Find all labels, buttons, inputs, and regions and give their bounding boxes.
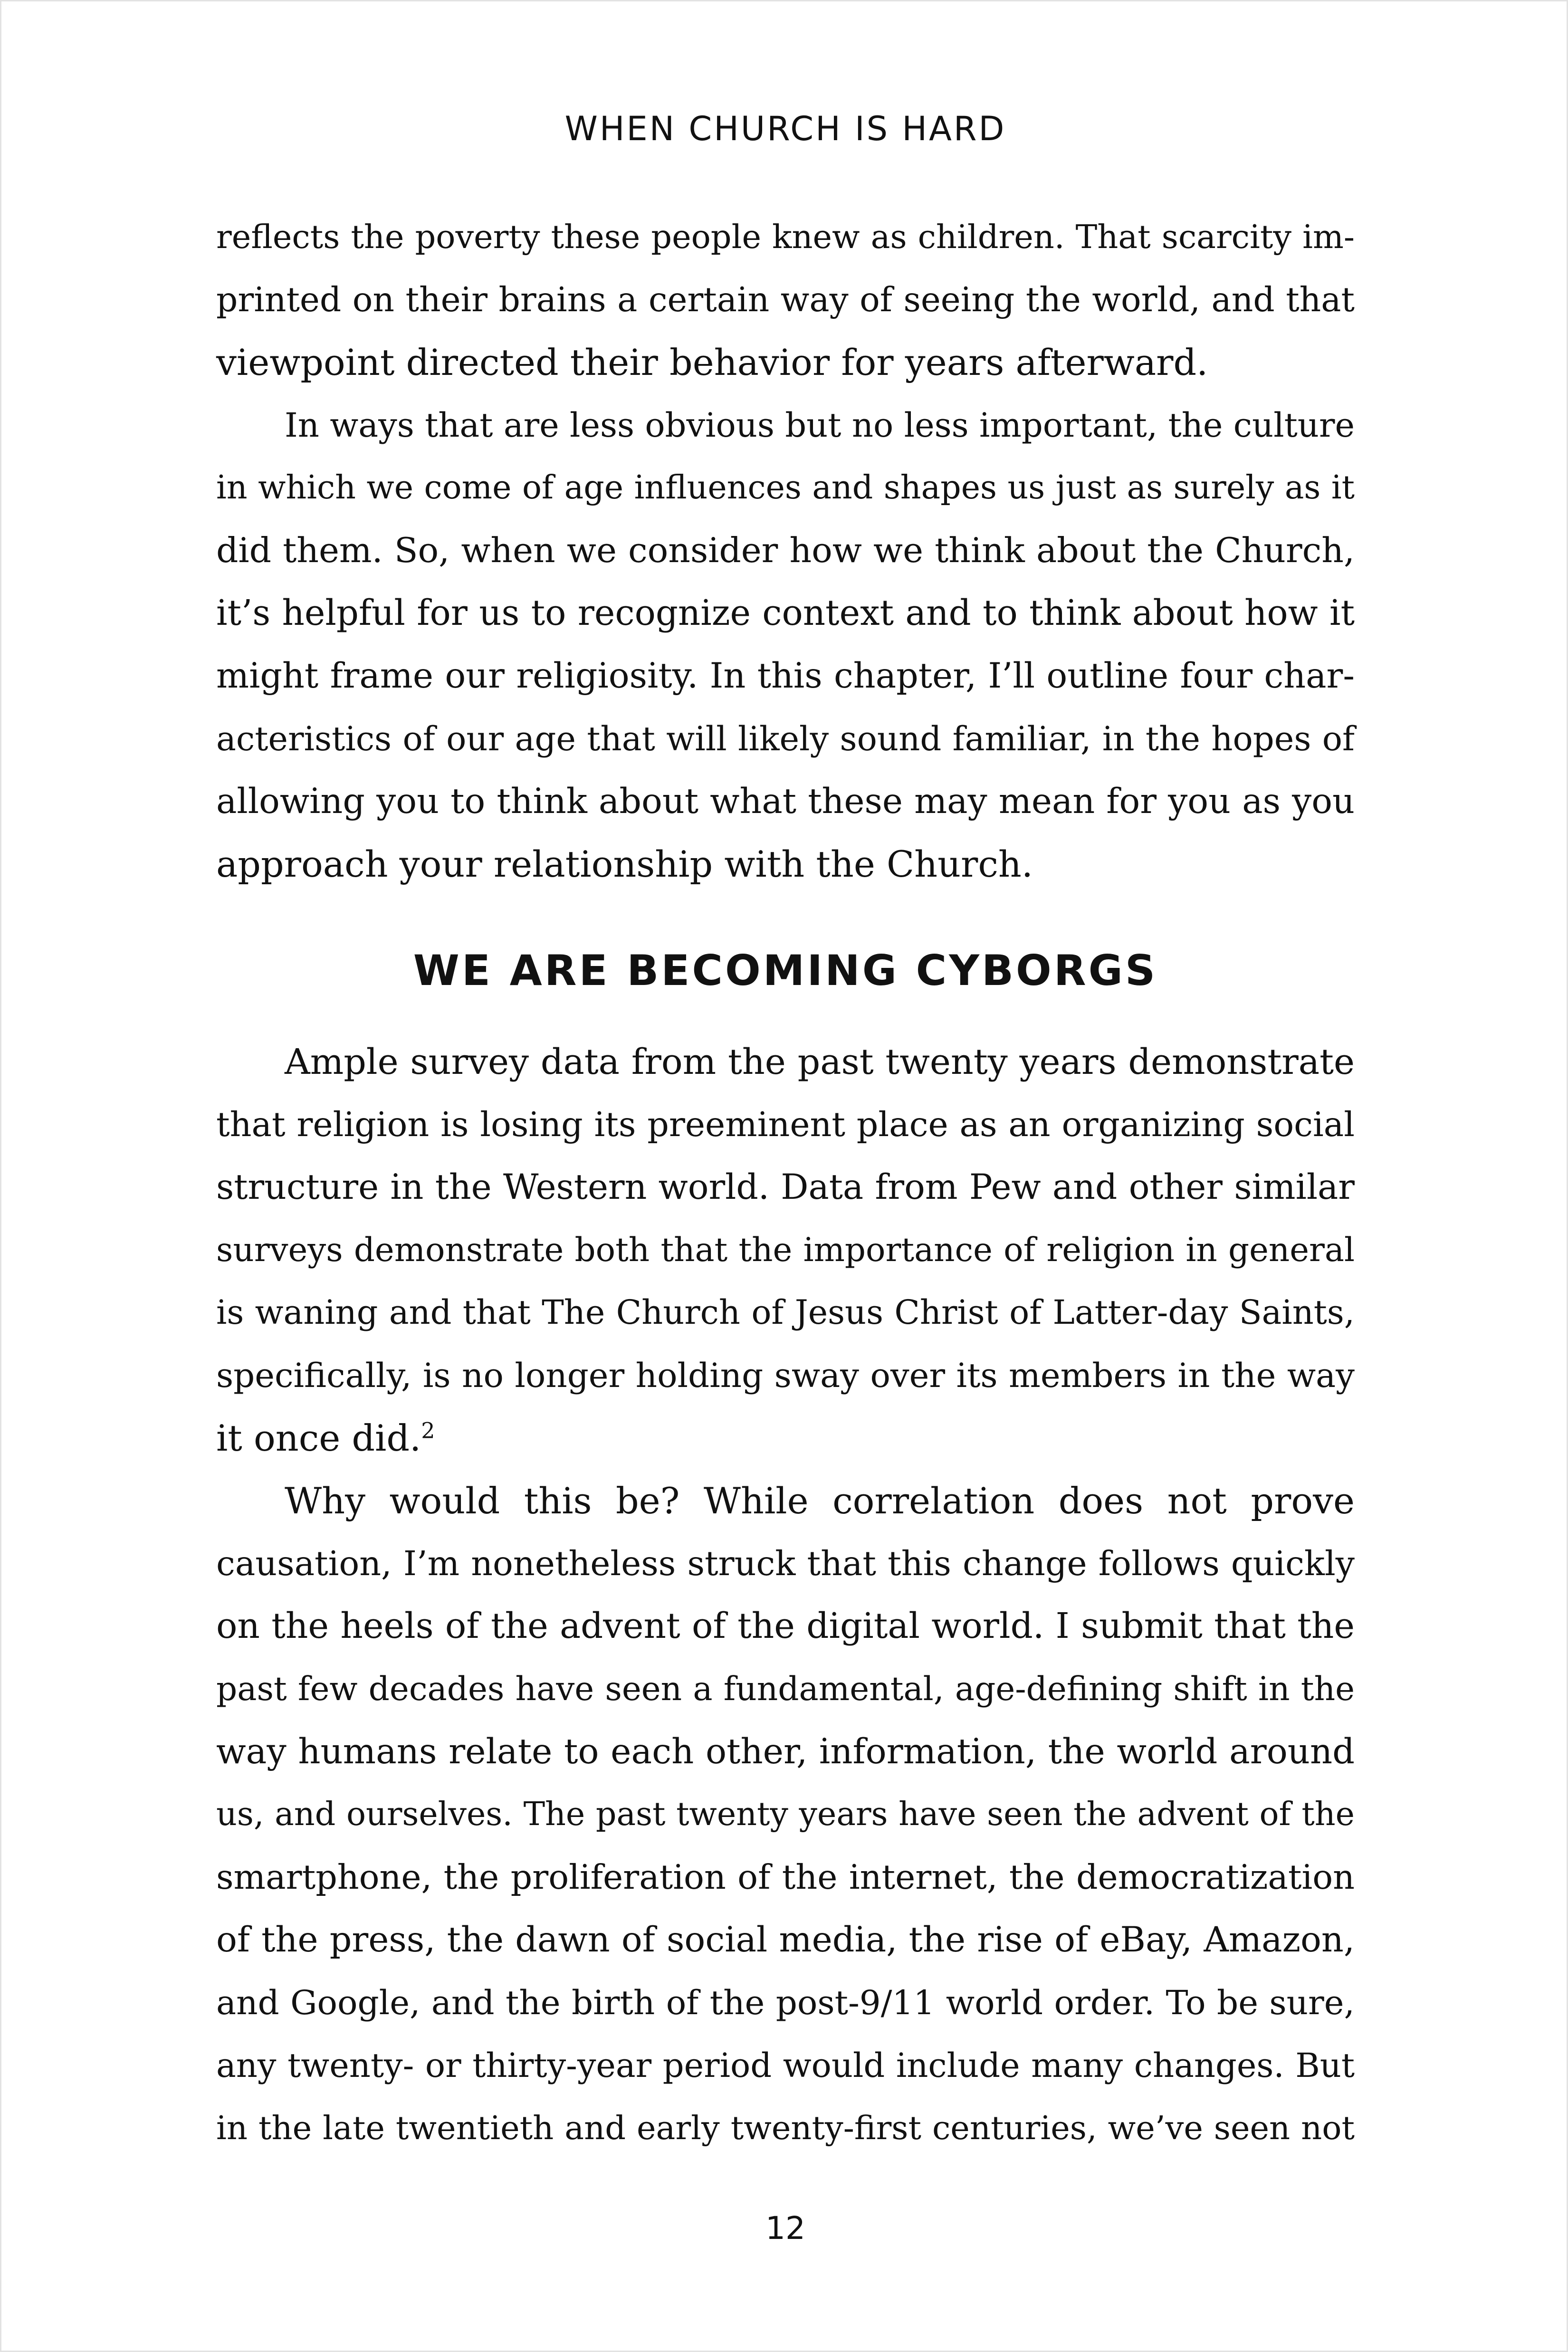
text-line: any twenty- or thirty-year period would include many changes. But [216, 2046, 1355, 2085]
text-line: smartphone, the proliferation of the internet, the democratization [216, 1857, 1355, 1897]
paragraph-3 [216, 1031, 1355, 1470]
text-line: that religion is losing its preeminent place as an organizing social [216, 1105, 1355, 1144]
text-line: on the heels of the advent of the digital world. I submit that the [216, 1606, 1355, 1646]
text-line: and Google, and the birth of the post-9/11 world order. To be sure, [216, 1983, 1355, 2022]
running-head: WHEN CHURCH IS HARD [564, 109, 1006, 148]
text-line: surveys demonstrate both that the importance of religion in general [216, 1231, 1355, 1269]
text-line: might frame our religiosity. In this chapter, I’ll outline four char- [216, 656, 1355, 696]
paragraph-2 [216, 394, 1355, 896]
text-line: structure in the Western world. Data from Pew and other similar [216, 1167, 1355, 1207]
text-line: way humans relate to each other, information, the world around [216, 1731, 1355, 1772]
text-line: specifically, is no longer holding sway over its members in the way [216, 1356, 1355, 1395]
text-line: of the press, the dawn of social media, the rise of eBay, Amazon, [216, 1920, 1355, 1960]
text-line: Ample survey data from the past twenty years demonstrate [285, 1041, 1355, 1082]
page-number: 12 [765, 2210, 805, 2247]
text-line: viewpoint directed their behavior for years afterward. [216, 341, 1208, 383]
text-line: in the late twentieth and early twenty-first centuries, we’ve seen not [216, 2109, 1355, 2147]
text-line: us, and ourselves. The past twenty years have seen the advent of the [216, 1796, 1355, 1833]
section-heading: WE ARE BECOMING CYBORGS [413, 946, 1158, 995]
text-line: printed on their brains a certain way of seeing the world, and that [216, 280, 1355, 319]
text-line: In ways that are less obvious but no less important, the culture [285, 406, 1355, 445]
text-line: is waning and that The Church of Jesus Christ of Latter-day Saints, [216, 1293, 1355, 1332]
paragraph-4 [216, 1470, 1355, 2160]
text-line: allowing you to think about what these may mean for you as you [216, 781, 1355, 822]
text-line: causation, I’m nonetheless struck that this change follows quickly [216, 1544, 1355, 1583]
text-line: in which we come of age influences and shapes us just as surely as it [216, 469, 1355, 507]
text-line: it once did. [216, 1417, 421, 1459]
footnote-marker: 2 [421, 1417, 435, 1444]
text-line-with-footnote [216, 1407, 1355, 1470]
text-line: reflects the poverty these people knew as children. That scarcity im- [216, 218, 1355, 256]
text-line: acteristics of our age that will likely sound familiar, in the hopes of [216, 719, 1355, 758]
text-line: did them. So, when we consider how we think about the Church, [216, 531, 1355, 571]
text-line: past few decades have seen a fundamental, age-defining shift in the [216, 1670, 1355, 1708]
text-line: Why would this be? While correlation does not prove [285, 1480, 1355, 1522]
paragraph-1 [216, 206, 1355, 394]
text-line: it’s helpful for us to recognize context and to think about how it [216, 593, 1355, 633]
text-line: approach your relationship with the Church. [216, 843, 1033, 885]
